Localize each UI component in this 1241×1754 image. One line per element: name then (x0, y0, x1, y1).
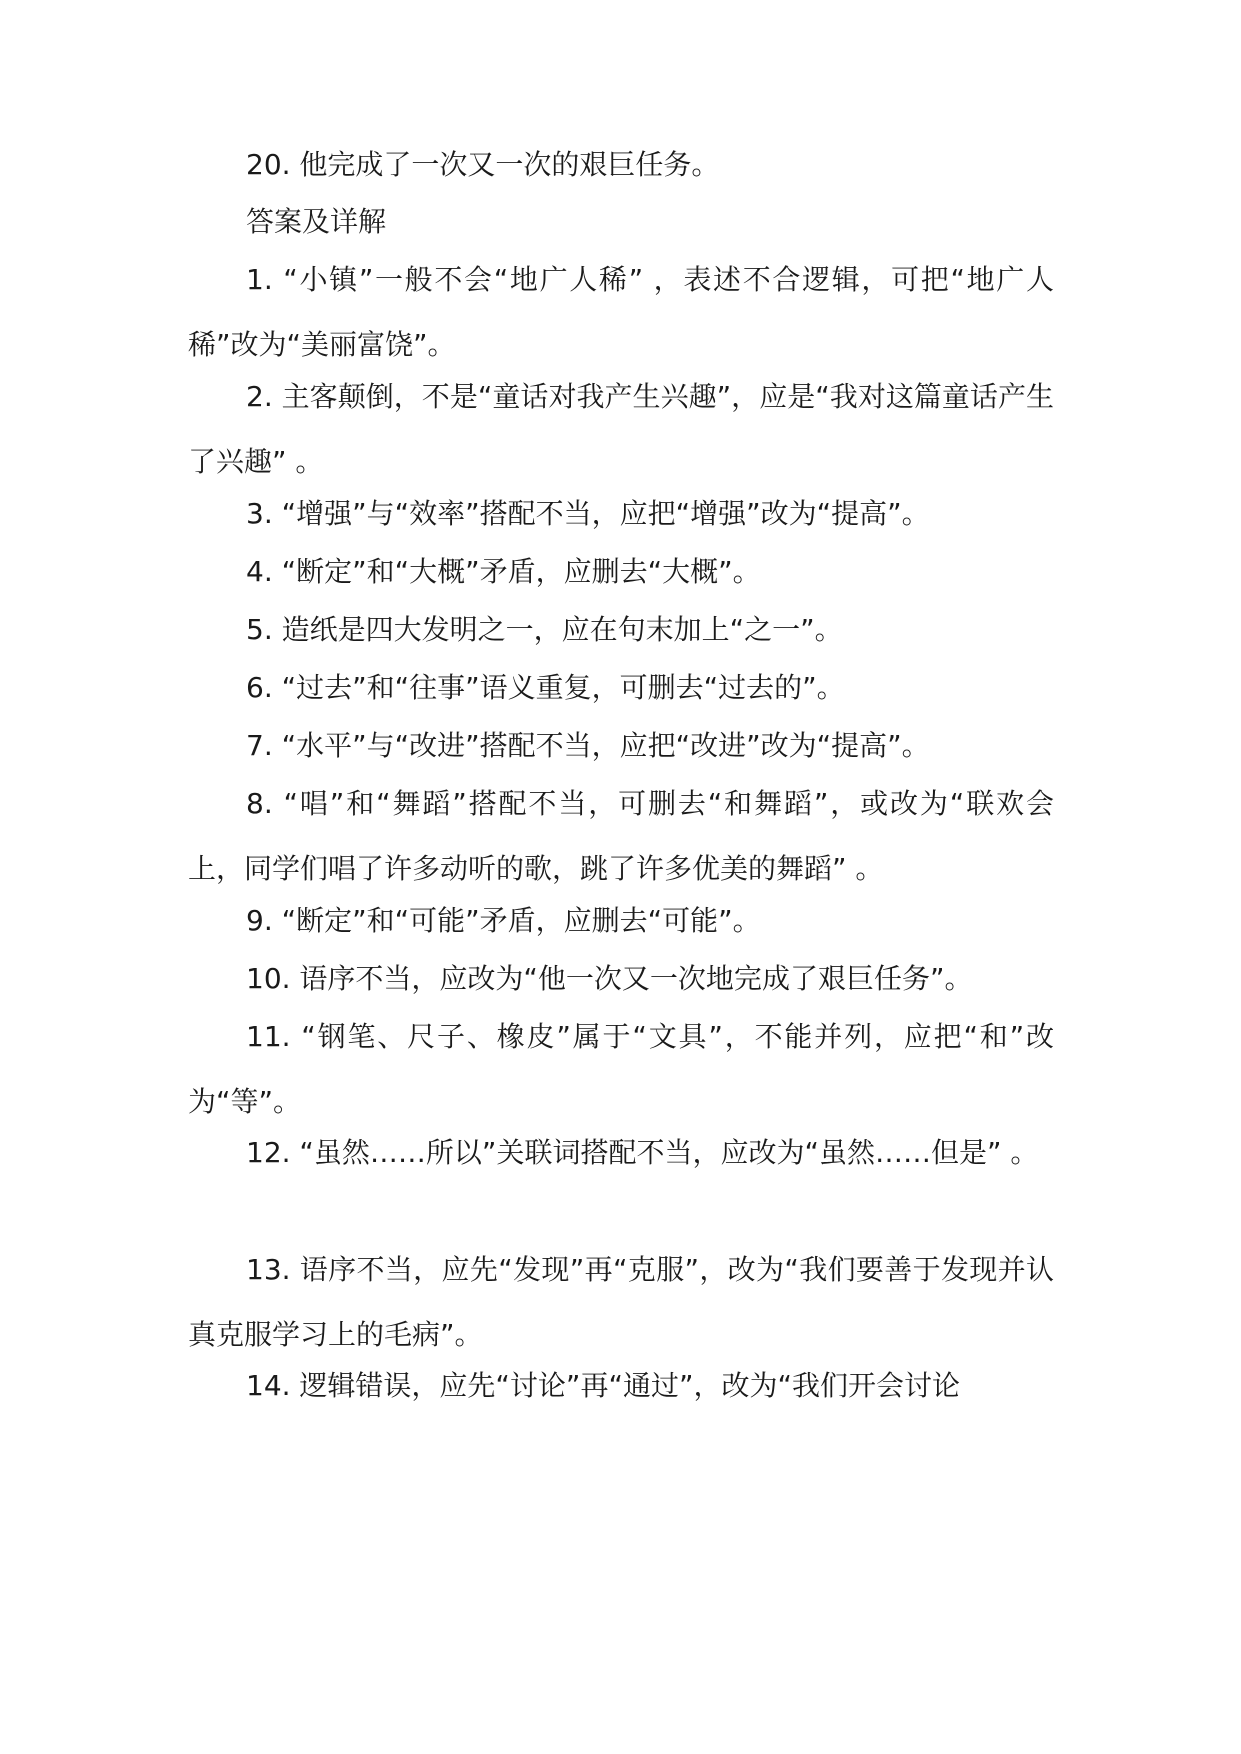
answer-item-11: 11. “钢笔、尺子、橡皮”属于“文具”，不能并列，应把“和”改为“等”。 (188, 1020, 1054, 1118)
answer-item-6: 6. “过去”和“往事”语义重复，可删去“过去的”。 (246, 671, 845, 704)
answer-item-3: 3. “增强”与“效率”搭配不当，应把“增强”改为“提高”。 (246, 497, 930, 530)
answer-item-12: 12. “虽然……所以”关联词搭配不当，应改为“虽然……但是” 。 (246, 1136, 1039, 1169)
answer-item-7: 7. “水平”与“改进”搭配不当，应把“改进”改为“提高”。 (246, 729, 930, 762)
answer-item-9: 9. “断定”和“可能”矛盾，应删去“可能”。 (246, 904, 761, 937)
answer-item-14: 14. 逻辑错误，应先“讨论”再“通过”，改为“我们开会讨论 (246, 1369, 960, 1402)
answer-item-5: 5. 造纸是四大发明之一，应在句末加上“之一”。 (246, 613, 843, 646)
answer-item-8: 8. “唱”和“舞蹈”搭配不当，可删去“和舞蹈”，或改为“联欢会上，同学们唱了许多动听的歌，跳了许多优美的舞蹈” 。 (188, 787, 1054, 885)
answer-item-13: 13. 语序不当，应先“发现”再“克服”，改为“我们要善于发现并认真克服学习上的毛病”。 (188, 1253, 1054, 1351)
answer-item-4: 4. “断定”和“大概”矛盾，应删去“大概”。 (246, 555, 761, 588)
answer-item-10: 10. 语序不当，应改为“他一次又一次地完成了艰巨任务”。 (246, 962, 973, 995)
answer-heading: 答案及详解 (246, 205, 387, 238)
answer-item-1: 1. “小镇”一般不会“地广人稀” ，表述不合逻辑，可把“地广人稀”改为“美丽富饶”。 (188, 263, 1054, 361)
answer-item-2: 2. 主客颠倒，不是“童话对我产生兴趣”，应是“我对这篇童话产生了兴趣” 。 (188, 380, 1054, 478)
question-20: 20. 他完成了一次又一次的艰巨任务。 (246, 148, 720, 181)
